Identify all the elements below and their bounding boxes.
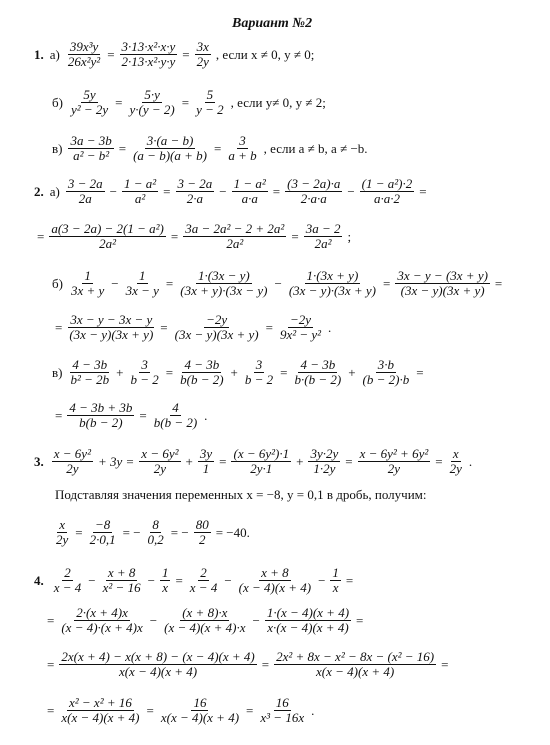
condition-text: , если y≠ 0, y ≠ 2;: [230, 94, 326, 110]
problem-4-line-4: = $\frac{\text{x² − x² + 16}}{x(x - 4)(x + 4)}$ = $\frac{16}{x(x - 4)(x + 4)}$ = $\frac{16}{\text{x³ − 16x}}$ .: [47, 695, 315, 725]
fraction: $\frac{-8}{2\cdot 0,1}$: [89, 517, 116, 547]
problem-2c-line-1: в) $\frac{4 - 3b}{\text{b² − 2b}}$ + $\frac{3}{b - 2}$ = $\frac{4 - 3b}{b(b - 2)}$ + $\frac{3}{b - 2}$ = $\frac{4 - 3b}{b\cdot(b - 2)}$ + $\frac{3\cdot b}{(b - 2)\cdot b}$ =: [52, 357, 424, 387]
fraction: $\frac{3\cdot b}{(b - 2)\cdot b}$: [362, 357, 410, 387]
fraction: $\frac{80}{2}$: [195, 517, 209, 547]
condition-text: , если a ≠ b, a ≠ −b.: [263, 140, 368, 156]
fraction: $\frac{x + 8}{(x - 4)(x + 4)}$: [238, 565, 312, 595]
fraction: $\frac{1}{3x - y}$: [125, 268, 159, 298]
result-value: = −40.: [215, 524, 250, 540]
fraction: $\frac{1}{3x + y}$: [70, 268, 105, 298]
fraction: $\frac{\text{x − 6y² + 6y²}}{2y}$: [359, 446, 429, 476]
fraction: $\frac{\text{3·13·x²·x·y}}{\text{2·13·x²·y·y}}$: [121, 39, 176, 69]
fraction: $\frac{2}{x - 4}$: [53, 565, 82, 595]
subproblem-label: в): [52, 140, 63, 156]
fraction: $\frac{\text{1 − a²}}{\text{a²}}$: [123, 176, 157, 206]
fraction: $\frac{5\cdot y}{y\cdot(y - 2)}$: [129, 87, 175, 117]
fraction: $\frac{3y\cdot 2y}{1\cdot 2y}$: [310, 446, 339, 476]
fraction: $\frac{\text{1 − a²}}{a\cdot a}$: [233, 176, 266, 206]
substitution-text: Подставляя значения переменных x = −8, y = 0,1 в дробь, получим:: [55, 487, 427, 502]
fraction: $\frac{3 - 2a}{2\cdot a}$: [177, 176, 213, 206]
fraction: $\frac{5}{y - 2}$: [196, 87, 224, 117]
fraction: $\frac{(3 - 2a)\cdot a}{2\cdot a\cdot a}$: [287, 176, 341, 206]
problem-3-line-1: 3. $\frac{\text{x − 6y²}}{2y}$ + 3y = $\frac{\text{x − 6y²}}{2y}$ + $\frac{3y}{1}$ = $\frac{\text{(x − 6y²)·1}}{2y\cdot 1}$ + $\frac{3y\cdot 2y}{1\cdot 2y}$ = $\frac{\text{x − 6y² + 6y²}}{2y}$ = $\frac{x}{2y}$ .: [34, 446, 473, 476]
problem-2c-line-2: = $\frac{4 - 3b + 3b}{b(b - 2)}$ = $\frac{4}{b(b - 2)}$ .: [55, 400, 208, 430]
problem-2b-line-1: б) $\frac{1}{3x + y}$ − $\frac{1}{3x - y}$ = $\frac{1\cdot(3x - y)}{(3x + y)\cdot(3x - y)}$ − $\frac{1\cdot(3x + y)}{(3x - y)\cdot(3x + y)}$ = $\frac{3x - y - (3x + y)}{(3x - y)(3x + y)}$ =: [52, 268, 503, 298]
fraction: $\frac{16}{x(x - 4)(x + 4)}$: [160, 695, 240, 725]
fraction: $\frac{\text{x² − x² + 16}}{x(x - 4)(x + 4)}$: [61, 695, 140, 725]
fraction: $\frac{2}{x - 4}$: [189, 565, 218, 595]
problem-2a-line-1: 2. а) $\frac{3 - 2a}{2a}$ − $\frac{\text{1 − a²}}{\text{a²}}$ = $\frac{3 - 2a}{2\cdot a}$ − $\frac{\text{1 − a²}}{a\cdot a}$ = $\frac{(3 - 2a)\cdot a}{2\cdot a\cdot a}$ − $\frac{\text{(1 − a²)·2}}{a\cdot a\cdot 2}$ =: [34, 176, 427, 206]
fraction: $\frac{2\cdot(x + 4)x}{(x - 4)\cdot(x + 4)x}$: [61, 605, 143, 635]
fraction: $\frac{4 - 3b}{\text{b² − 2b}}$: [70, 357, 110, 387]
fraction: $\frac{x}{2y}$: [56, 517, 69, 547]
subproblem-label: а): [49, 46, 60, 62]
fraction: $\frac{\text{x − 6y²}}{2y}$: [141, 446, 179, 476]
fraction: $\frac{(x + 8)\cdot x}{(x - 4)(x + 4)\cdot x}$: [164, 605, 246, 635]
condition-text: , если x ≠ 0, y ≠ 0;: [215, 46, 315, 62]
subproblem-label: а): [49, 183, 60, 199]
fraction: $\frac{3x}{2y}$: [196, 39, 209, 69]
problem-2a-line-2: = $\frac{\text{a(3 − 2a) − 2(1 − a²)}}{\text{2a²}}$ = $\frac{\text{3a − 2a² − 2 + 2a²}}{\text{2a²}}$ = $\frac{3a - 2}{\text{2a²}}$ ;: [37, 221, 352, 251]
problem-4-line-2: = $\frac{2\cdot(x + 4)x}{(x - 4)\cdot(x + 4)x}$ − $\frac{(x + 8)\cdot x}{(x - 4)(x + 4)\cdot x}$ − $\frac{1\cdot(x - 4)(x + 4)}{x\cdot(x - 4)(x + 4)}$ =: [47, 605, 364, 635]
fraction: $\frac{4 - 3b}{b(b - 2)}$: [180, 357, 224, 387]
subproblem-label: б): [52, 94, 63, 110]
variant-title: Вариант №2: [232, 16, 313, 31]
problem-1a: 1. а) $\frac{\text{39x³y}}{\text{26x²y²}}$ = $\frac{\text{3·13·x²·x·y}}{\text{2·13·x²·y·y}}$ = $\frac{3x}{2y}$ , если x ≠ 0, y ≠ 0;: [34, 39, 315, 69]
problem-2b-line-2: = $\frac{3x - y - 3x - y}{(3x - y)(3x + y)}$ = $\frac{-2y}{(3x - y)(3x + y)}$ = $\frac{-2y}{\text{9x² − y²}}$ .: [55, 312, 332, 342]
subproblem-label: в): [52, 364, 63, 380]
problem-number: 2.: [34, 183, 44, 199]
fraction: $\frac{3x - y - (3x + y)}{(3x - y)(3x + y)}$: [397, 268, 488, 298]
fraction: $\frac{1\cdot(3x + y)}{(3x - y)\cdot(3x + y)}$: [288, 268, 377, 298]
fraction: $\frac{3a - 2}{\text{2a²}}$: [305, 221, 341, 251]
fraction: $\frac{3a - 3b}{\text{a² − b²}}$: [70, 133, 112, 163]
fraction: $\frac{4}{b(b - 2)}$: [153, 400, 198, 430]
fraction: $\frac{8}{0,2}$: [147, 517, 164, 547]
fraction: $\frac{x + 8}{\text{x² − 16}}$: [102, 565, 141, 595]
fraction: $\frac{\text{a(3 − 2a) − 2(1 − a²)}}{\text{2a²}}$: [51, 221, 164, 251]
fraction: $\frac{\text{(x − 6y²)·1}}{2y\cdot 1}$: [233, 446, 290, 476]
fraction: $\frac{-2y}{(3x - y)(3x + y)}$: [174, 312, 259, 342]
subproblem-label: б): [52, 275, 63, 291]
fraction: $\frac{5y}{\text{y² − 2y}}$: [70, 87, 109, 117]
fraction: $\frac{3 - 2a}{2a}$: [67, 176, 103, 206]
fraction: $\frac{4 - 3b + 3b}{b(b - 2)}$: [69, 400, 133, 430]
fraction: $\frac{3}{b - 2}$: [244, 357, 274, 387]
problem-3-text: [52, 487, 430, 503]
fraction: $\frac{1}{x}$: [332, 565, 339, 595]
problem-1c: в) $\frac{3a - 3b}{\text{a² − b²}}$ = $\frac{3\cdot(a - b)}{(a - b)(a + b)}$ = $\frac{3}{a + b}$ , если a ≠ b, a ≠ −b.: [52, 133, 368, 163]
fraction: $\frac{3\cdot(a - b)}{(a - b)(a + b)}$: [133, 133, 207, 163]
fraction: $\frac{\text{(1 − a²)·2}}{a\cdot a\cdot 2}$: [361, 176, 413, 206]
fraction: $\frac{-2y}{\text{9x² − y²}}$: [279, 312, 322, 342]
fraction: $\frac{3y}{1}$: [199, 446, 213, 476]
fraction: $\frac{1\cdot(3x - y)}{(3x + y)\cdot(3x - y)}$: [180, 268, 268, 298]
plus-3y: + 3y =: [97, 453, 135, 469]
problem-4-line-1: 4. $\frac{2}{x - 4}$ − $\frac{x + 8}{\text{x² − 16}}$ − $\frac{1}{x}$ = $\frac{2}{x - 4}$ − $\frac{x + 8}{(x - 4)(x + 4)}$ − $\frac{1}{x}$ =: [34, 565, 354, 595]
fraction: $\frac{x}{2y}$: [449, 446, 462, 476]
fraction: $\frac{\text{x − 6y²}}{2y}$: [53, 446, 91, 476]
fraction: $\frac{3}{b - 2}$: [130, 357, 159, 387]
problem-number: 4.: [34, 572, 44, 588]
problem-3-line-2: $\frac{x}{2y}$ = $\frac{-8}{2\cdot 0,1}$ = − $\frac{8}{0,2}$ = − $\frac{80}{2}$ = −40.: [56, 517, 250, 547]
fraction: $\frac{4 - 3b}{b\cdot(b - 2)}$: [294, 357, 342, 387]
fraction: $\frac{\text{2x² + 8x − x² − 8x − (x² − 16)}}{x(x - 4)(x + 4)}$: [276, 649, 435, 679]
fraction: $\frac{1\cdot(x - 4)(x + 4)}{x\cdot(x - 4)(x + 4)}$: [266, 605, 350, 635]
fraction: $\frac{3}{a + b}$: [228, 133, 257, 163]
fraction: $\frac{16}{\text{x³ − 16x}}$: [260, 695, 305, 725]
problem-1b: б) $\frac{5y}{\text{y² − 2y}}$ = $\frac{5\cdot y}{y\cdot(y - 2)}$ = $\frac{5}{y - 2}$ , если y≠ 0, y ≠ 2;: [52, 87, 326, 117]
problem-number: 1.: [34, 46, 44, 62]
fraction: $\frac{\text{3a − 2a² − 2 + 2a²}}{\text{2a²}}$: [185, 221, 285, 251]
problem-4-line-3: = $\frac{2x(x + 4) - x(x + 8) - (x - 4)(x + 4)}{x(x - 4)(x + 4)}$ = $\frac{\text{2x² + 8x − x² − 8x − (x² − 16)}}{x(x - 4)(x + 4)}$ =: [47, 649, 449, 679]
problem-number: 3.: [34, 453, 44, 469]
fraction: $\frac{\text{39x³y}}{\text{26x²y²}}$: [67, 39, 101, 69]
fraction: $\frac{2x(x + 4) - x(x + 8) - (x - 4)(x + 4)}{x(x - 4)(x + 4)}$: [61, 649, 255, 679]
fraction: $\frac{3x - y - 3x - y}{(3x - y)(3x + y)}$: [69, 312, 154, 342]
fraction: $\frac{1}{x}$: [161, 565, 169, 595]
